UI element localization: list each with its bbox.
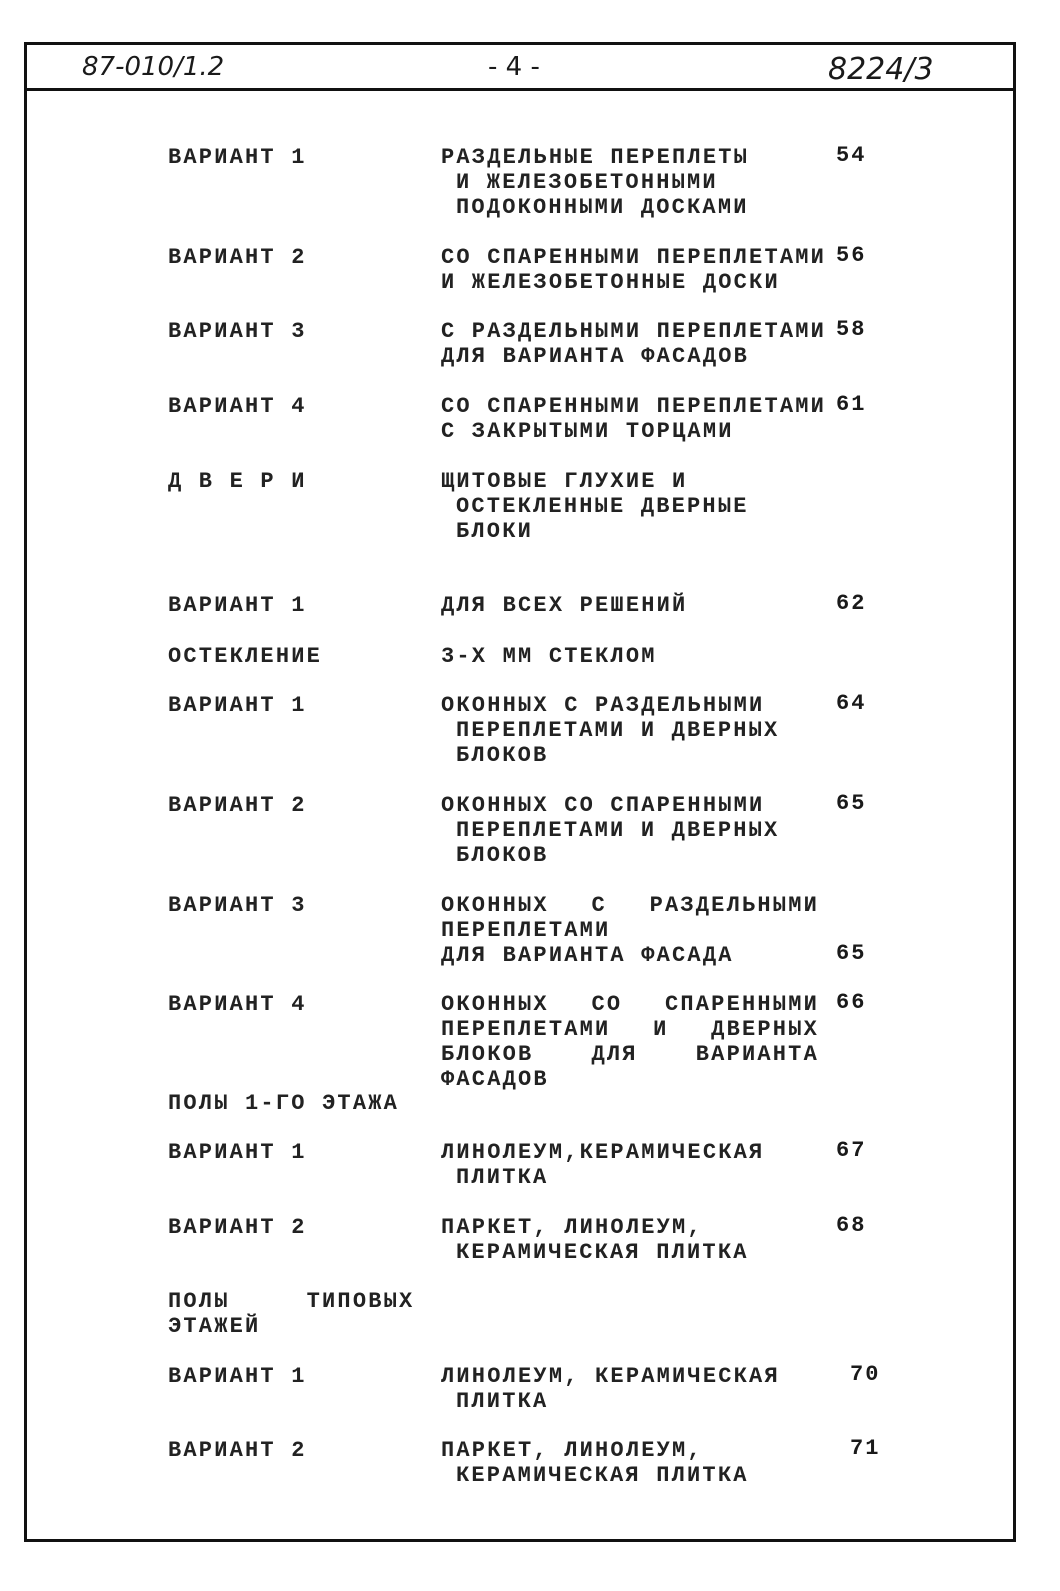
entry-description (441, 893, 819, 968)
description-line: И ЖЕЛЕЗОБЕТОННЫМИ (456, 170, 718, 195)
description-line: КЕРАМИЧЕСКАЯ ПЛИТКА (456, 1240, 749, 1265)
description-line: БЛОКОВ ДЛЯ ВАРИАНТА (441, 1042, 819, 1067)
description-line: ДЛЯ ВАРИАНТА ФАСАДОВ (441, 344, 750, 369)
description-line: С ЗАКРЫТЫМИ ТОРЦАМИ (441, 419, 734, 444)
entry-page-number: 70 (850, 1362, 881, 1387)
entry-label: ВАРИАНТ 1 (168, 1140, 307, 1165)
entry-page-number: 67 (836, 1138, 867, 1163)
entry-label: ВАРИАНТ 1 (168, 593, 307, 618)
entry-page-number: 65 (836, 941, 867, 966)
description-line: ПОДОКОННЫМИ ДОСКАМИ (456, 195, 749, 220)
description-line: ДЛЯ ВАРИАНТА ФАСАДА (441, 943, 734, 968)
description-line: ПАРКЕТ, ЛИНОЛЕУМ, (441, 1438, 703, 1463)
entry-label: Д В Е Р И (168, 469, 307, 494)
entry-page-number: 54 (836, 143, 867, 168)
description-line: ПЛИТКА (456, 1389, 549, 1414)
entry-description (441, 1438, 819, 1488)
entry-label: ВАРИАНТ 1 (168, 1364, 307, 1389)
description-line: ПЕРЕПЛЕТАМИ И ДВЕРНЫХ (441, 1017, 819, 1042)
entry-description (441, 693, 819, 768)
entry-label: ВАРИАНТ 4 (168, 394, 307, 419)
entry-label: ВАРИАНТ 1 (168, 145, 307, 170)
entry-description (441, 145, 819, 220)
entry-page-number: 66 (836, 990, 867, 1015)
entry-label: ВАРИАНТ 2 (168, 1438, 307, 1463)
description-line: ПАРКЕТ, ЛИНОЛЕУМ, (441, 1215, 703, 1240)
description-line: ОКОННЫХ СО СПАРЕННЫМИ (441, 992, 819, 1017)
entry-page-number: 68 (836, 1213, 867, 1238)
entry-label: ВАРИАНТ 4 (168, 992, 307, 1017)
entry-page-number: 65 (836, 791, 867, 816)
entry-description (441, 1364, 819, 1414)
entry-label: ОСТЕКЛЕНИЕ (168, 644, 323, 669)
description-line: БЛОКОВ (456, 843, 549, 868)
description-line: СО СПАРЕННЫМИ ПЕРЕПЛЕТАМИ (441, 245, 827, 270)
entry-label: ПОЛЫ 1-ГО ЭТАЖА (168, 1091, 400, 1116)
document-code: 87-010/1.2 (82, 52, 225, 82)
entry-description (441, 1215, 819, 1265)
entry-description (441, 319, 827, 369)
description-line: ОКОННЫХ С РАЗДЕЛЬНЫМИ (441, 693, 765, 718)
header-divider (24, 88, 1016, 91)
page-number: - 4 - (488, 52, 540, 82)
entry-page-number: 71 (850, 1436, 881, 1461)
description-line: БЛОКОВ (456, 743, 549, 768)
description-line: И ЖЕЛЕЗОБЕТОННЫЕ ДОСКИ (441, 270, 780, 295)
description-line: 3-Х ММ СТЕКЛОМ (441, 644, 657, 669)
entry-description (441, 593, 819, 618)
entry-description (441, 793, 819, 868)
entry-description (441, 245, 827, 295)
entry-label: ВАРИАНТ 2 (168, 1215, 307, 1240)
description-line: ЛИНОЛЕУМ, КЕРАМИЧЕСКАЯ (441, 1364, 780, 1389)
entry-page-number: 62 (836, 591, 867, 616)
entry-description (441, 394, 827, 444)
entry-label: ВАРИАНТ 3 (168, 893, 307, 918)
entry-description (441, 469, 819, 544)
description-line: ОКОННЫХ СО СПАРЕННЫМИ (441, 793, 765, 818)
description-line: СО СПАРЕННЫМИ ПЕРЕПЛЕТАМИ (441, 394, 827, 419)
description-line: КЕРАМИЧЕСКАЯ ПЛИТКА (456, 1463, 749, 1488)
entry-description (441, 992, 819, 1092)
entry-label: ВАРИАНТ 3 (168, 319, 307, 344)
description-line: БЛОКИ (456, 519, 534, 544)
description-line: ОКОННЫХ С РАЗДЕЛЬНЫМИ (441, 893, 819, 918)
archive-number: 8224/3 (828, 52, 934, 87)
entry-page-number: 61 (836, 392, 867, 417)
description-line: ПЕРЕПЛЕТАМИ (441, 918, 611, 943)
entry-label: ВАРИАНТ 2 (168, 793, 307, 818)
entry-description (441, 1140, 819, 1190)
entry-label: ВАРИАНТ 1 (168, 693, 307, 718)
description-line: ПЕРЕПЛЕТАМИ И ДВЕРНЫХ (456, 718, 780, 743)
description-line: ПЕРЕПЛЕТАМИ И ДВЕРНЫХ (456, 818, 780, 843)
description-line: ПЛИТКА (456, 1165, 549, 1190)
description-line: ДЛЯ ВСЕХ РЕШЕНИЙ (441, 593, 688, 618)
entry-label: ПОЛЫ ТИПОВЫХ ЭТАЖЕЙ (168, 1289, 415, 1339)
entry-description (441, 644, 819, 669)
entry-page-number: 58 (836, 317, 867, 342)
entry-label: ВАРИАНТ 2 (168, 245, 307, 270)
description-line: ЛИНОЛЕУМ,КЕРАМИЧЕСКАЯ (441, 1140, 765, 1165)
description-line: ФАСАДОВ (441, 1067, 549, 1092)
description-line: РАЗДЕЛЬНЫЕ ПЕРЕПЛЕТЫ (441, 145, 750, 170)
description-line: С РАЗДЕЛЬНЫМИ ПЕРЕПЛЕТАМИ (441, 319, 827, 344)
entry-page-number: 64 (836, 691, 867, 716)
entry-page-number: 56 (836, 243, 867, 268)
description-line: ЩИТОВЫЕ ГЛУХИЕ И (441, 469, 688, 494)
description-line: ОСТЕКЛЕННЫЕ ДВЕРНЫЕ (456, 494, 749, 519)
